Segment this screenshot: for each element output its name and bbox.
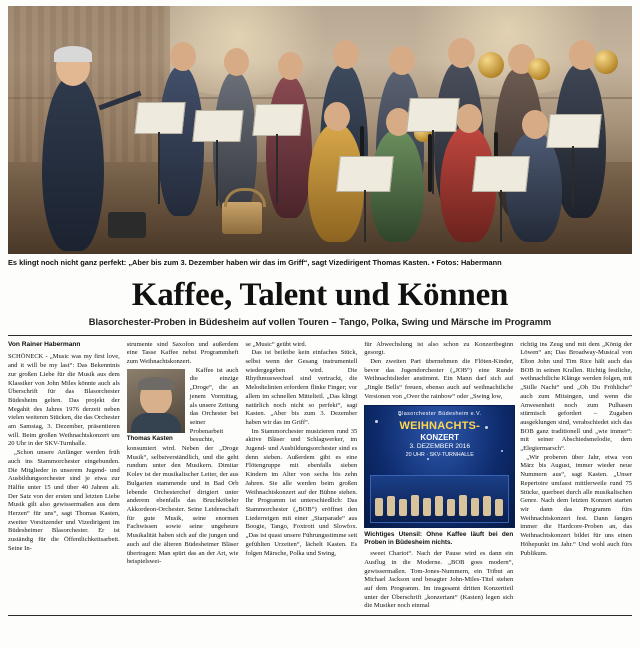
poster-date: 3. DEZEMBER 2016 <box>409 442 470 450</box>
music-stand <box>252 104 303 136</box>
photo-scene <box>8 6 632 254</box>
musician-head <box>170 42 196 71</box>
instrument-case <box>108 212 146 238</box>
paragraph: se „Music“ geübt wird. <box>245 340 307 348</box>
horn-bell-icon <box>594 50 618 74</box>
portrait-caption: Thomas Kasten <box>126 434 173 442</box>
poster-caption: Wichtiges Utensil: Ohne Kaffee läuft bei den Proben in Büdesheim nichts. <box>364 530 514 546</box>
musician-head <box>448 38 475 68</box>
poster-figure <box>364 405 513 548</box>
portrait-shoulders <box>131 413 181 433</box>
column-1 <box>8 341 120 612</box>
musician-head <box>278 52 303 80</box>
paragraph: SCHÖNECK - „Music was my first love, and it will be my last“: Das Bekenntnis zur großen Liebe für die Musik aus dem Klassiker von John Miles könnte auch als Überschrift für das Blasorchester Büdesheim gelten. Das projekt der Megahit des Jahres 1976 derzeit neben vielen weiteren Stücken, die das Orchester am Samstag, 3. Dezember, präsentieren will. Beim großen Weihnachtskonzert um 20 Uhr in der SKV-Turnhalle. <box>8 353 120 448</box>
musician-head <box>224 48 249 76</box>
main-photo <box>8 6 632 254</box>
musician-head <box>522 110 548 139</box>
conductor-hair <box>54 46 92 62</box>
music-stand <box>336 156 394 192</box>
subheadline: Blasorchester-Proben in Büdesheim auf vollen Touren – Tango, Polka, Swing und Märsche im Programm <box>88 316 552 327</box>
musician-head <box>333 40 359 69</box>
paragraph: für Abwechslung ist also schon zu Konzertbeginn gesorgt. <box>364 340 514 357</box>
music-stand-pole <box>500 190 502 242</box>
divider <box>8 335 632 336</box>
poster-group-photo <box>370 475 509 523</box>
poster-line-1: Blasorchester Büdesheim e.V. <box>398 410 482 417</box>
poster-time: 20 UHR · SKV-TURNHALLE <box>405 451 474 458</box>
paragraph: strumente sind Saxofon und außerdem eine Tasse Kaffee nebst Programmheft zum Weihnachtskonzert. <box>126 340 239 366</box>
musician-head <box>456 104 482 133</box>
music-stand <box>472 156 530 192</box>
page-title: Kaffee, Talent und Können <box>131 276 509 313</box>
portrait-hair <box>138 377 174 390</box>
music-stand <box>134 102 185 134</box>
paragraph: richtig ins Zeug und mit dem „König der Löwen“ an; Das Broadway-Musical von Elton John und Tim Rice hält auch das BOB in seinen Krallen. Richtig festliche, weihnachtliche Klänge werden folgen, mit „Stille Nacht“ und „Oh Du Fröhliche“ auch zum Mitsingen, und wenn die Anwesenheit noch zum Pulhasen stürmisch gefordert – Zugaben ausgeklungen sind, verabschiedet sich das BOB ganz traditionell und „wie immer“: mit seiner Abschiedsmelodie, dem „Elegiermarsch“. <box>520 340 632 453</box>
music-stand-pole <box>216 140 218 206</box>
musician-head <box>324 102 350 131</box>
poster-line-2: WEIHNACHTS- <box>399 419 480 432</box>
portrait-figure <box>127 369 185 442</box>
article-body <box>8 341 632 612</box>
column-5 <box>520 341 632 612</box>
paragraph: Den zweiten Part übernehmen die Flöten-Kinder, bevor das Jugendorchester („JOB“) eine Runde Weihnachtslieder anstimmt. Ein Mann darf sich auf „Jingle Bells“ freuen, ebenso auch auf weihnachtliche Versionen von „Over the rainbow“ oder „Swing low, <box>364 358 514 400</box>
byline: Von Rainer Habermann <box>8 340 81 348</box>
music-stand <box>546 114 602 148</box>
paragraph: Das ist beileibe kein einfaches Stück, selbst wenn der Gesang instrumentell wiedergegeben wird. Die Rhythmuswechsel sind vertrackt, die Melodielinien erfordern flinke Finger; vor allem im schnellen Mittelteil. „Das klingt natürlich noch nicht so perfekt“, sagt Kasten. „Aber bis zum 3. Dezember haben wir das im Griff“. <box>245 349 358 426</box>
column-4 <box>364 341 513 612</box>
music-stand <box>192 110 243 142</box>
poster-line-3: KONZERT <box>420 432 460 442</box>
music-stand-pole <box>364 190 366 242</box>
photo-caption: Es klingt noch nicht ganz perfekt: „Aber bis zum 3. Dezember haben wir das im Griff“, sagt Vizedirigent Thomas Kasten. • Fotos: Habermann <box>8 258 502 267</box>
portrait-photo <box>127 369 185 433</box>
trumpet-bell-icon <box>528 58 550 80</box>
paragraph: „Schon unsere Anfänger werden früh auch ins Stammorchester eingebunden. Die Mitglieder in unserem Jugend- und Ausbildungsorchester sind je etwa zur Hälfte unter 15 und über 40 Jahren alt. Der Satz von der ersten und letzten Liebe Musik gilt also gewissermaßen aus dem Herzen“ für uns“, sagt Thomas Kasten, zweiter Vorsitzender und Vizedirigent im Büdesheimer Blasorchester. Er ist zuständig für die Öffentlichkeitsarbeit. Seine In- <box>8 449 120 552</box>
music-stand-pole <box>276 134 278 204</box>
paragraph: Kaffee ist auch die einzige „Droge“, die an jenem Vormittag, als unsere Zeitung das Orchester bei seiner Probenarbeit besuchte, konsumiert wird. Neben der „Droge Musik“, selbstverständlich, und die geht rundum unter den Musikern. Dimitar Kolev ist der musikalischer Leiter, der aus Bulgarien stammende und in Bad Orb lebende Orchesterchef dirigiert unter anderem ebenfalls das Bruchköbeler Akkordeon-Orchester. Seine Leidenschaft für gute Musik, seine enormen Fachwissen sowie seine ungeheure Musikalität haben sich auf die jungen und auch auf die älteren Büdesheimer Bläser übertragen: Man spürt das an der Art, wie beispielswei- <box>126 366 239 566</box>
paragraph: Im Stammorchester musizieren rund 35 aktive Bläser und Schlagwerker, im Jugend- und Ausbildungsorchester sind es denn sieben. Außerdem gibt es eine Flötengruppe mit ebenfalls sieben Kindern im Alter von sechs bis zehn Jahren. Sie alle werden beim großen Weihnachtskonzert auf der Bühne stehen. Ihr Programm ist unterschiedlich: Das Stammorchester („BOB“) eröffnet den Liederreigen mit einer „Starparade“ aus Boogie, Tango, Foxtrott und Slowfox. „Das ist quasi unsere Führungsstimme seit gefühlten Urzeiten“, lächelt Kasten. Es folgen Märsche, Polka und Swing, <box>245 427 358 557</box>
conductor <box>42 76 104 251</box>
musician-head <box>569 40 596 70</box>
music-stand <box>406 98 460 132</box>
column-3 <box>246 341 358 612</box>
tuba-bell-icon <box>478 52 504 78</box>
paragraph: sweet Chariot“. Nach der Pause wird es dann ein Ausflug in die Moderne. „BOB goes modern“, gewissermaßen. Tom-Jones-Nummern, ein Tribut an Michael Jackson und besagter John-Miles-Titel stehen auf dem Programm. Im insgesamt dritten Konzertteil unter der Überschrift „konzertant“ (Kasten) legen sich die Musiker noch einmal <box>364 550 514 610</box>
music-stand-pole <box>572 146 574 206</box>
musician-head <box>389 46 415 75</box>
paragraph: „Wir proberen über Jahr, etwa von März bis August, immer wieder neue Nummern aus“, sagt Kasten. „Unser Repertoire umfasst mittlerweile rund 75 Stücke, querbeet durch alle musikalischen Genre. Nach dem letzten Konzert starten wir dann das Programm fürs Weihnachtskonzert fest. Dann fangen immer die Hardcore-Proben an, das Weihnachtskonzert bildet für uns einen Höhepunkt im Jahr.“ Und wohl auch fürs Publikum. <box>520 453 632 557</box>
music-stand-pole <box>432 130 434 194</box>
footer-divider <box>8 615 632 616</box>
column-2 <box>127 341 239 612</box>
music-stand-pole <box>158 132 160 204</box>
concert-poster <box>364 405 515 528</box>
musician <box>266 76 312 218</box>
